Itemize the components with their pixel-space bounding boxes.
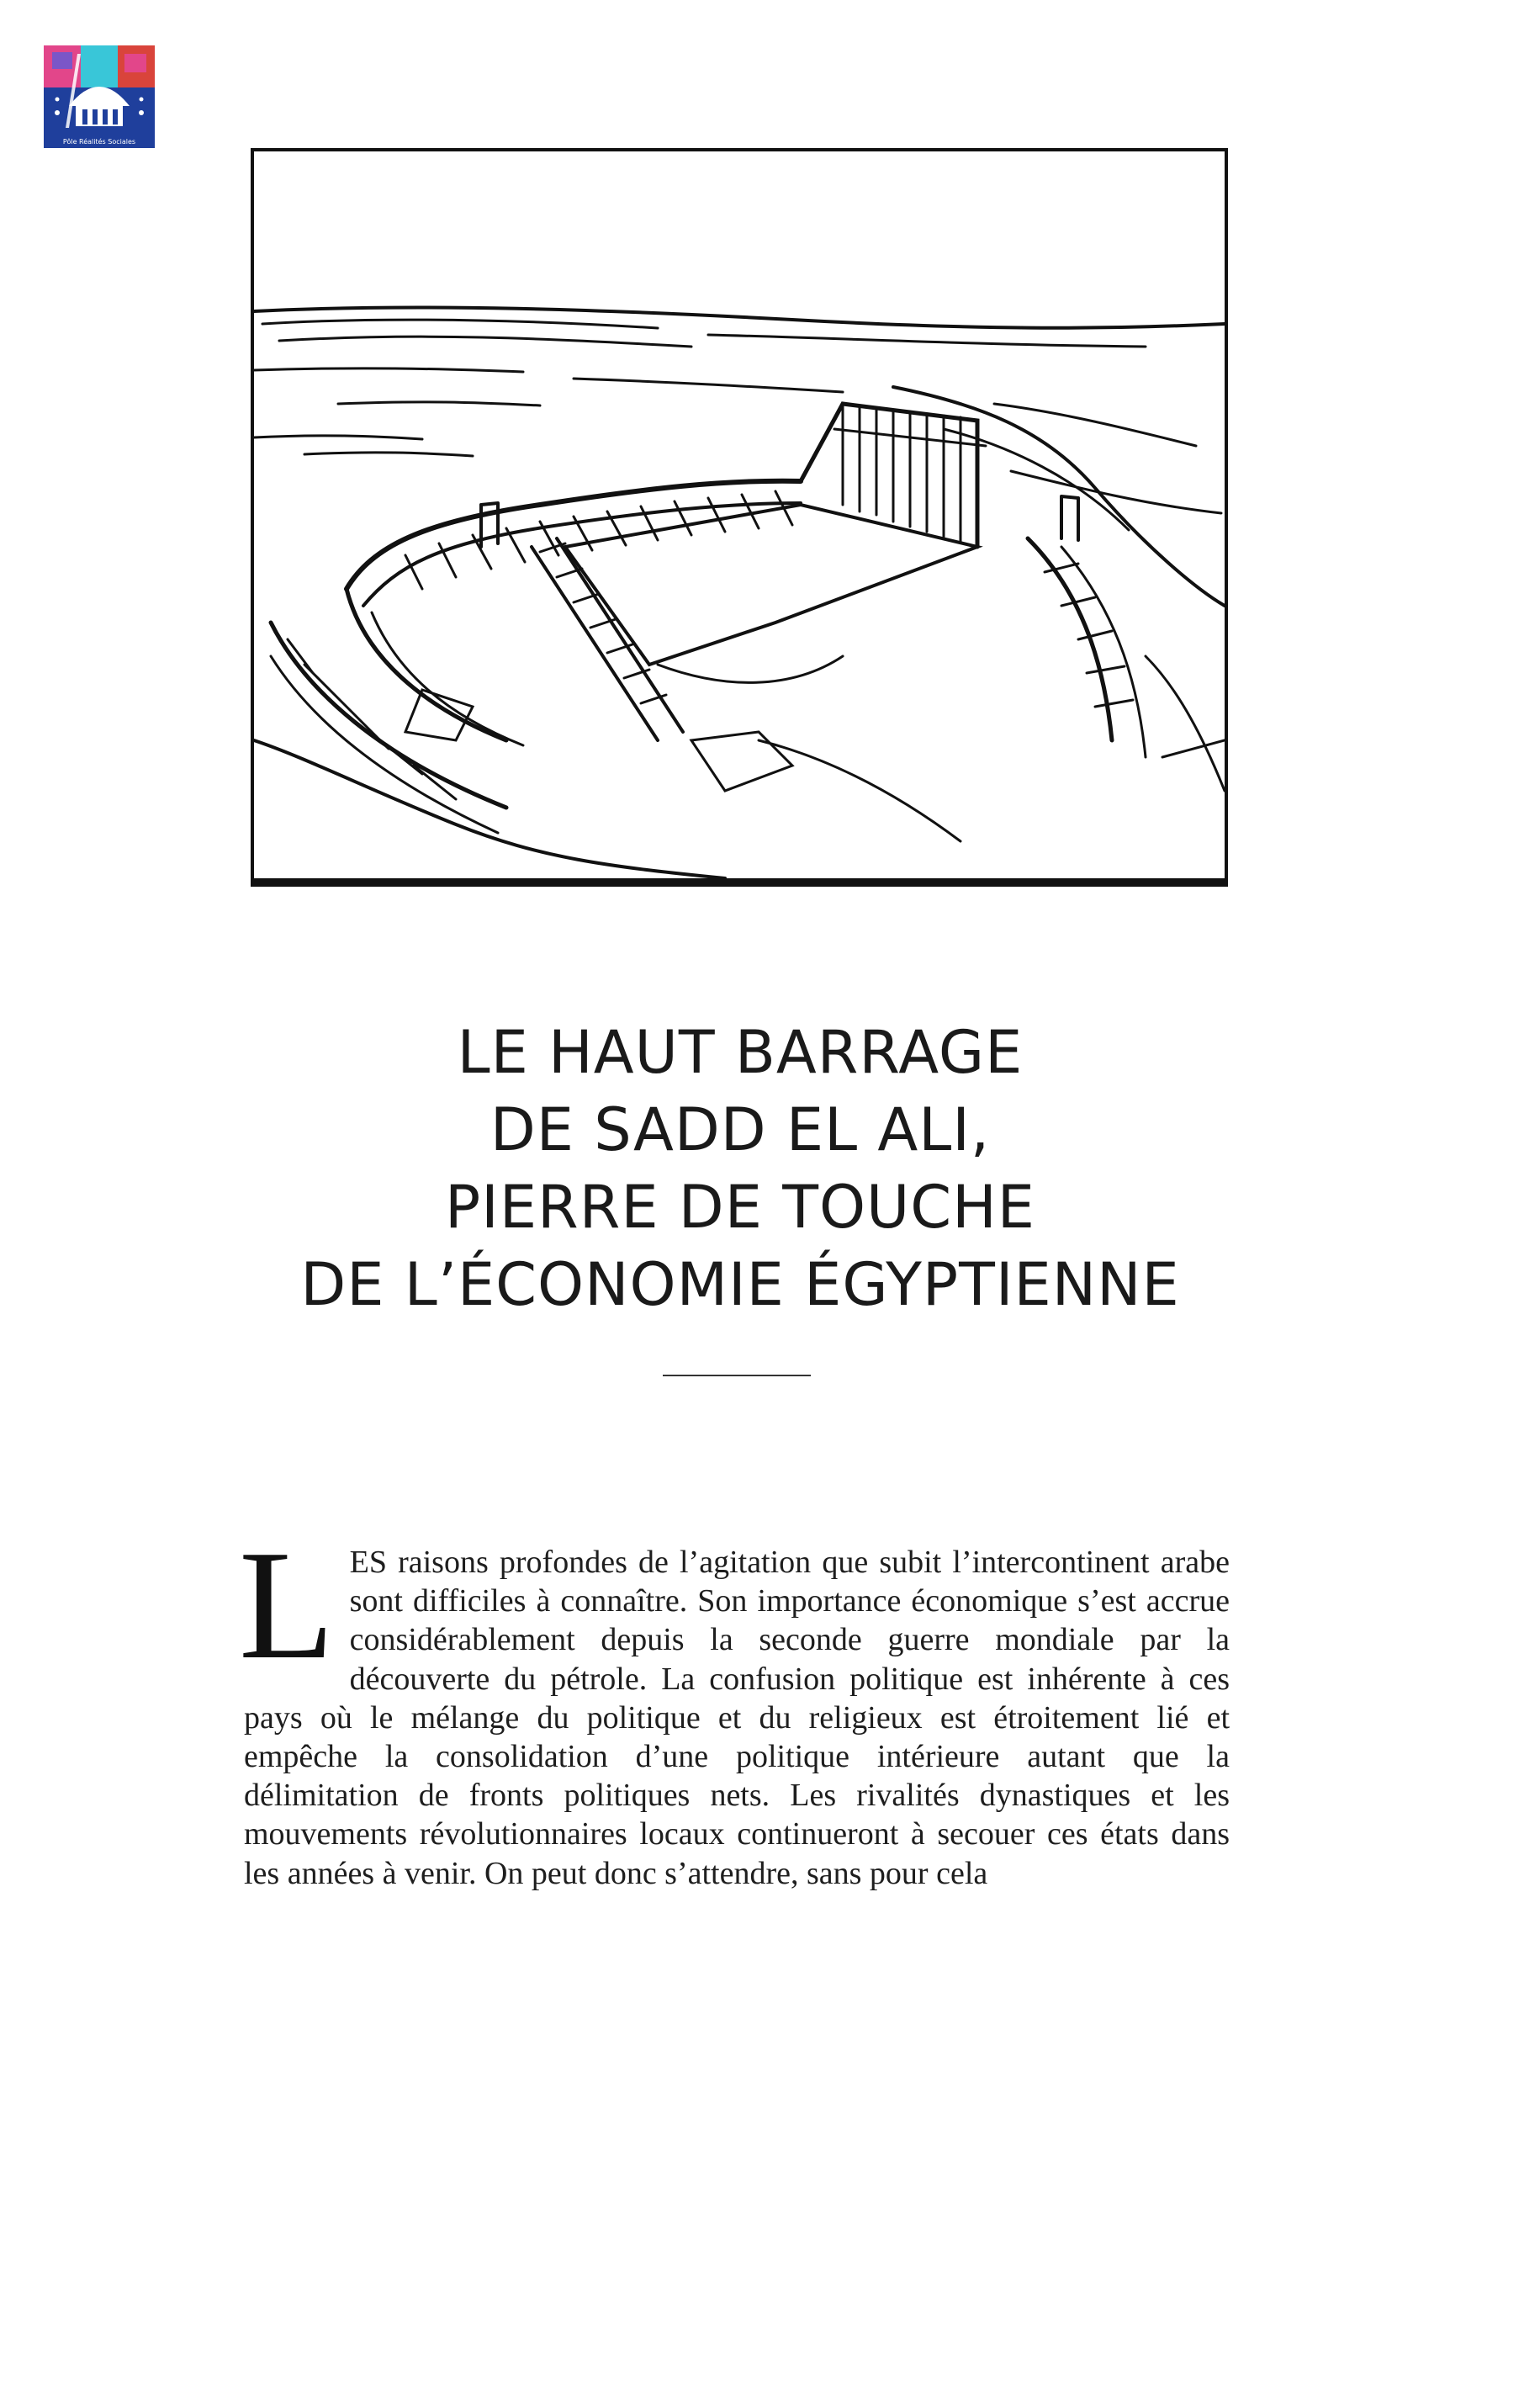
illustration-underline [251, 880, 1228, 887]
article-title [202, 1014, 1278, 1323]
title-line-3: PIERRE DE TOUCHE [444, 1173, 1036, 1242]
article-body [239, 1518, 1230, 1893]
drop-cap: L [239, 1518, 335, 1692]
article-body-text: ES raisons profondes de l’agitation que subit l’intercontinent arabe sont difficiles à connaître. Son importance économique s’est accrue considérablement depuis la seconde guerre mondiale par la découverte du pétrole. La confusion politique est inhérente à ces pays où le mélange du politique et du religieux est étroitement lié et empêche la consolidation d’une politique intérieure autant que la délimitation de fronts politiques nets. Les rivalités dynastiques et les mouvements révolutionnaires locaux continueront à secouer ces états dans les années à venir. On peut donc s’attendre, sans pour cela [244, 1545, 1230, 1891]
title-line-2: DE SADD EL ALI, [490, 1095, 991, 1164]
dam-illustration [251, 148, 1228, 882]
title-separator [663, 1375, 811, 1376]
title-line-1: LE HAUT BARRAGE [457, 1018, 1024, 1087]
title-line-4: DE L’ÉCONOMIE ÉGYPTIENNE [300, 1250, 1180, 1319]
high-dam-engraving-icon [254, 151, 1225, 878]
publisher-logo-icon [44, 45, 155, 148]
logo-caption: Pôle Réalités Sociales [62, 138, 136, 146]
publisher-logo [44, 45, 155, 148]
